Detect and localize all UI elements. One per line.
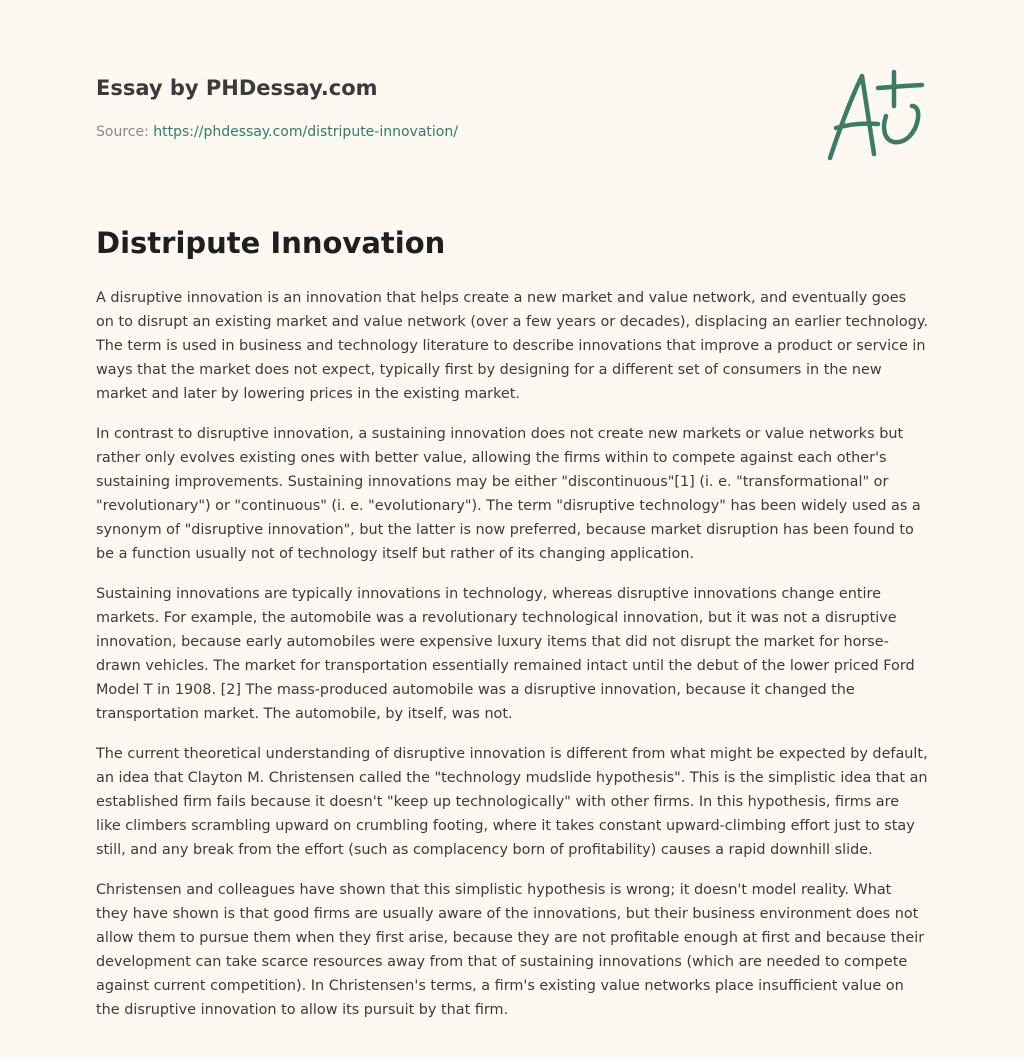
essay-paragraph: In contrast to disruptive innovation, a sustaining innovation does not create new markets or value networks but rather only evolves existing ones with better value, allowing the firms within to compete against each other's sustaining improvements. Sustaining innovations may be either "discontinuous"[1] (i. e. "transformational" or "revolutionary") or "continuous" (i. e. "evolutionary"). The term "disruptive technology" has been widely used as a synonym of "disruptive innovation", but the latter is now preferred, because market disruption has been found to be a function usually not of technology itself but rather of its changing application. [96,426,921,562]
source-label: Source: [96,124,149,140]
a-plus-grade-icon [824,66,928,166]
source-link[interactable]: https://phdessay.com/distripute-innovation/ [153,124,458,140]
essay-paragraph: Christensen and colleagues have shown that this simplistic hypothesis is wrong; it doesn't model reality. What they have shown is that good firms are usually aware of the innovations, but their business environment does not allow them to pursue them when they first arise, because they are not profitable enough at first and because their development can take scarce resources away from that of sustaining innovations (which are needed to compete against current competition). In Christensen's terms, a firm's existing value networks place insufficient value on the disruptive innovation to allow its pursuit by that firm. [96,882,925,1018]
source-line [96,124,458,140]
essay-paragraph: A disruptive innovation is an innovation that helps create a new market and value network, and eventually goes on to disrupt an existing market and value network (over a few years or decades), displacing an earlier technology. The term is used in business and technology literature to describe innovations that improve a product or service in ways that the market does not expect, typically first by designing for a different set of consumers in the new market and later by lowering prices in the existing market. [96,290,928,402]
site-title: Essay by PHDessay.com [96,76,378,100]
essay-paragraph: Sustaining innovations are typically innovations in technology, whereas disruptive innovations change entire markets. For example, the automobile was a revolutionary technological innovation, but it was not a disruptive innovation, because early automobiles were expensive luxury items that did not disrupt the market for horse-drawn vehicles. The market for transportation essentially remained intact until the debut of the lower priced Ford Model T in 1908. [2] The mass-produced automobile was a disruptive innovation, because it changed the transportation market. The automobile, by itself, was not. [96,586,915,722]
essay-paragraph: The current theoretical understanding of disruptive innovation is different from what might be expected by default, an idea that Clayton M. Christensen called the "technology mudslide hypothesis". This is the simplistic idea that an established firm fails because it doesn't "keep up technologically" with other firms. In this hypothesis, firms are like climbers scrambling upward on crumbling footing, where it takes constant upward-climbing effort just to stay still, and any break from the effort (such as complacency born of profitability) causes a rapid downhill slide. [96,746,928,858]
essay-title: Distripute Innovation [96,226,446,260]
essay-body [96,286,928,1038]
